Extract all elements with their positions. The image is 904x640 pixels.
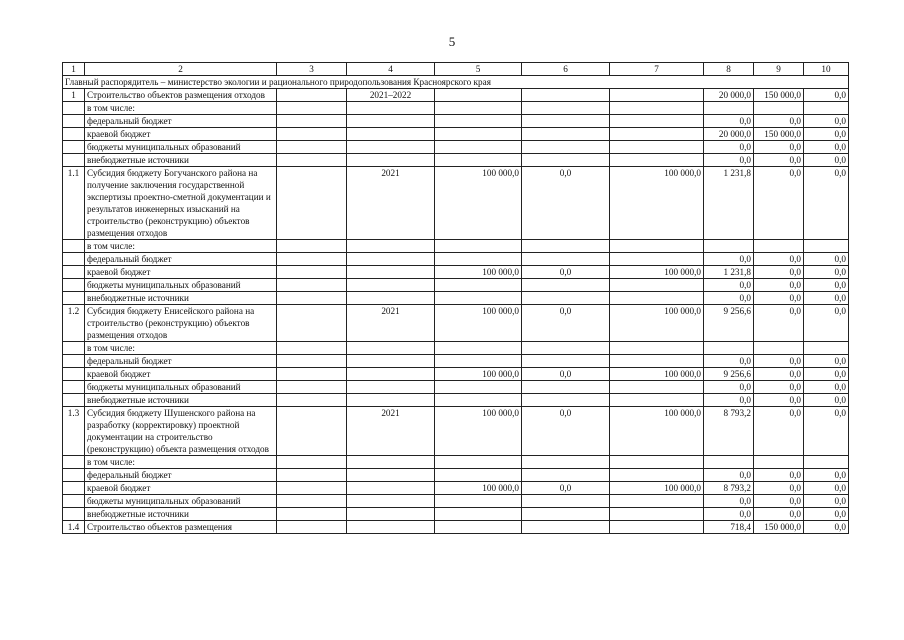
- row-number: 1.3: [63, 407, 85, 456]
- row-name: краевой бюджет: [85, 368, 277, 381]
- col9-cell: 0,0: [754, 141, 804, 154]
- row-number: [63, 381, 85, 394]
- table-row: [63, 456, 849, 469]
- col8-cell: 0,0: [704, 115, 754, 128]
- row-name: федеральный бюджет: [85, 469, 277, 482]
- row-number: [63, 469, 85, 482]
- col6-cell: 0,0: [522, 482, 610, 495]
- col7-cell: [610, 89, 704, 102]
- row-name: краевой бюджет: [85, 482, 277, 495]
- row-name: внебюджетные источники: [85, 508, 277, 521]
- col7-cell: [610, 128, 704, 141]
- col7-cell: [610, 342, 704, 355]
- col9-cell: 0,0: [754, 508, 804, 521]
- col5-cell: [435, 128, 522, 141]
- col9-cell: 0,0: [754, 368, 804, 381]
- col3-cell: [277, 154, 347, 167]
- row-name: бюджеты муниципальных образований: [85, 141, 277, 154]
- col8-cell: 0,0: [704, 253, 754, 266]
- row-name: внебюджетные источники: [85, 292, 277, 305]
- col7-cell: 100 000,0: [610, 167, 704, 240]
- col7-cell: 100 000,0: [610, 266, 704, 279]
- row-name: федеральный бюджет: [85, 115, 277, 128]
- col9-cell: 150 000,0: [754, 128, 804, 141]
- col6-cell: [522, 253, 610, 266]
- table-row: [63, 292, 849, 305]
- col5-cell: 100 000,0: [435, 407, 522, 456]
- col10-cell: 0,0: [804, 167, 849, 240]
- col7-cell: 100 000,0: [610, 482, 704, 495]
- col8-cell: 0,0: [704, 279, 754, 292]
- row-name: Строительство объектов размещения отходов: [85, 89, 277, 102]
- col5-cell: [435, 240, 522, 253]
- col10-cell: 0,0: [804, 89, 849, 102]
- col8-cell: [704, 102, 754, 115]
- col6-cell: 0,0: [522, 305, 610, 342]
- table-row: [63, 141, 849, 154]
- col8-cell: 20 000,0: [704, 128, 754, 141]
- row-name: в том числе:: [85, 240, 277, 253]
- col7-cell: 100 000,0: [610, 407, 704, 456]
- col7-cell: 100 000,0: [610, 368, 704, 381]
- col10-cell: 0,0: [804, 305, 849, 342]
- col9-cell: 0,0: [754, 115, 804, 128]
- row-name: в том числе:: [85, 342, 277, 355]
- period-cell: [347, 482, 435, 495]
- period-cell: 2021: [347, 305, 435, 342]
- col10-cell: 0,0: [804, 279, 849, 292]
- row-name: краевой бюджет: [85, 128, 277, 141]
- period-cell: [347, 508, 435, 521]
- period-cell: [347, 469, 435, 482]
- col6-cell: [522, 342, 610, 355]
- col3-cell: [277, 355, 347, 368]
- col6-cell: [522, 495, 610, 508]
- col5-cell: [435, 279, 522, 292]
- col7-cell: [610, 456, 704, 469]
- col10-cell: 0,0: [804, 128, 849, 141]
- row-number: 1.4: [63, 521, 85, 534]
- col7-cell: 100 000,0: [610, 305, 704, 342]
- row-number: [63, 253, 85, 266]
- col6-cell: [522, 102, 610, 115]
- col5-cell: [435, 141, 522, 154]
- row-number: [63, 355, 85, 368]
- row-name: Субсидия бюджету Богучанского района на получение заключения государственной экспертизы проектно-сметной документации и результатов инженерных изысканий на строительство (реконструкцию) объектов размещения отходов: [85, 167, 277, 240]
- col3-cell: [277, 240, 347, 253]
- col6-cell: [522, 279, 610, 292]
- row-name: внебюджетные источники: [85, 154, 277, 167]
- col8-cell: 718,4: [704, 521, 754, 534]
- table-row: [63, 495, 849, 508]
- col10-cell: 0,0: [804, 508, 849, 521]
- row-number: [63, 115, 85, 128]
- period-cell: [347, 115, 435, 128]
- col8-cell: 9 256,6: [704, 305, 754, 342]
- period-cell: 2021–2022: [347, 89, 435, 102]
- row-name: бюджеты муниципальных образований: [85, 495, 277, 508]
- col10-cell: [804, 240, 849, 253]
- col9-cell: 0,0: [754, 469, 804, 482]
- col10-cell: 0,0: [804, 141, 849, 154]
- row-number: 1.1: [63, 167, 85, 240]
- col3-cell: [277, 279, 347, 292]
- table-row: [63, 266, 849, 279]
- col6-cell: [522, 381, 610, 394]
- col10-cell: 0,0: [804, 495, 849, 508]
- col7-cell: [610, 141, 704, 154]
- col9-cell: [754, 102, 804, 115]
- budget-table: [62, 62, 849, 534]
- table-row: [63, 521, 849, 534]
- row-number: [63, 508, 85, 521]
- col5-cell: [435, 253, 522, 266]
- col9-cell: 0,0: [754, 495, 804, 508]
- col7-cell: [610, 154, 704, 167]
- col3-cell: [277, 167, 347, 240]
- col5-cell: [435, 508, 522, 521]
- col5-cell: [435, 342, 522, 355]
- col3-cell: [277, 292, 347, 305]
- col3-cell: [277, 253, 347, 266]
- col5-cell: [435, 89, 522, 102]
- col9-cell: 0,0: [754, 355, 804, 368]
- col8-cell: 0,0: [704, 381, 754, 394]
- col7-cell: [610, 469, 704, 482]
- period-cell: [347, 240, 435, 253]
- table-row: [63, 89, 849, 102]
- col5-cell: [435, 115, 522, 128]
- col8-cell: [704, 342, 754, 355]
- col5-cell: [435, 102, 522, 115]
- header-cell: 6: [522, 63, 610, 76]
- col6-cell: [522, 128, 610, 141]
- col9-cell: 0,0: [754, 482, 804, 495]
- col6-cell: [522, 355, 610, 368]
- col8-cell: 0,0: [704, 154, 754, 167]
- col8-cell: 9 256,6: [704, 368, 754, 381]
- col7-cell: [610, 115, 704, 128]
- table-row: [63, 154, 849, 167]
- col9-cell: [754, 342, 804, 355]
- header-cell: 9: [754, 63, 804, 76]
- col3-cell: [277, 305, 347, 342]
- table-row: [63, 253, 849, 266]
- period-cell: [347, 368, 435, 381]
- row-number: [63, 394, 85, 407]
- row-name: Строительство объектов размещения: [85, 521, 277, 534]
- col7-cell: [610, 394, 704, 407]
- col5-cell: [435, 495, 522, 508]
- col3-cell: [277, 128, 347, 141]
- col8-cell: 0,0: [704, 292, 754, 305]
- col6-cell: [522, 456, 610, 469]
- col7-cell: [610, 279, 704, 292]
- col6-cell: 0,0: [522, 266, 610, 279]
- row-number: [63, 266, 85, 279]
- row-number: [63, 141, 85, 154]
- table-row: [63, 407, 849, 456]
- row-name: федеральный бюджет: [85, 253, 277, 266]
- col9-cell: 0,0: [754, 253, 804, 266]
- col6-cell: [522, 115, 610, 128]
- row-number: [63, 154, 85, 167]
- row-number: 1.2: [63, 305, 85, 342]
- period-cell: [347, 154, 435, 167]
- col5-cell: 100 000,0: [435, 482, 522, 495]
- col10-cell: 0,0: [804, 381, 849, 394]
- col3-cell: [277, 456, 347, 469]
- period-cell: 2021: [347, 407, 435, 456]
- row-number: [63, 102, 85, 115]
- col10-cell: 0,0: [804, 355, 849, 368]
- col6-cell: [522, 292, 610, 305]
- row-name: Субсидия бюджету Енисейского района на строительство (реконструкцию) объектов размещения отходов: [85, 305, 277, 342]
- table-row: [63, 368, 849, 381]
- col3-cell: [277, 495, 347, 508]
- col10-cell: 0,0: [804, 469, 849, 482]
- row-number: [63, 368, 85, 381]
- col7-cell: [610, 292, 704, 305]
- section-title: Главный распорядитель – министерство экологии и рационального природопользования Красноярского края: [63, 76, 849, 89]
- col5-cell: 100 000,0: [435, 368, 522, 381]
- col10-cell: 0,0: [804, 154, 849, 167]
- period-cell: [347, 102, 435, 115]
- col3-cell: [277, 115, 347, 128]
- col6-cell: [522, 154, 610, 167]
- col10-cell: [804, 456, 849, 469]
- col3-cell: [277, 266, 347, 279]
- col8-cell: [704, 456, 754, 469]
- table-row: [63, 305, 849, 342]
- period-cell: [347, 128, 435, 141]
- col8-cell: 1 231,8: [704, 167, 754, 240]
- col7-cell: [610, 495, 704, 508]
- period-cell: [347, 253, 435, 266]
- col9-cell: [754, 240, 804, 253]
- period-cell: [347, 266, 435, 279]
- page-number: 5: [448, 34, 456, 49]
- col8-cell: 0,0: [704, 495, 754, 508]
- col5-cell: [435, 154, 522, 167]
- row-number: [63, 128, 85, 141]
- col5-cell: 100 000,0: [435, 305, 522, 342]
- table-row: [63, 482, 849, 495]
- header-cell: 1: [63, 63, 85, 76]
- col6-cell: 0,0: [522, 407, 610, 456]
- header-cell: 5: [435, 63, 522, 76]
- row-number: [63, 482, 85, 495]
- table-row: [63, 508, 849, 521]
- col6-cell: [522, 141, 610, 154]
- col9-cell: 0,0: [754, 381, 804, 394]
- table-row: [63, 240, 849, 253]
- row-name: краевой бюджет: [85, 266, 277, 279]
- period-cell: [347, 342, 435, 355]
- col8-cell: 0,0: [704, 394, 754, 407]
- col5-cell: [435, 456, 522, 469]
- col10-cell: 0,0: [804, 266, 849, 279]
- col3-cell: [277, 102, 347, 115]
- period-cell: [347, 355, 435, 368]
- col3-cell: [277, 407, 347, 456]
- col3-cell: [277, 381, 347, 394]
- col10-cell: 0,0: [804, 521, 849, 534]
- row-number: [63, 279, 85, 292]
- col9-cell: 0,0: [754, 407, 804, 456]
- col8-cell: 0,0: [704, 141, 754, 154]
- row-name: бюджеты муниципальных образований: [85, 381, 277, 394]
- col9-cell: 0,0: [754, 292, 804, 305]
- col3-cell: [277, 141, 347, 154]
- col6-cell: 0,0: [522, 167, 610, 240]
- col7-cell: [610, 253, 704, 266]
- table-row: [63, 469, 849, 482]
- row-number: [63, 342, 85, 355]
- col7-cell: [610, 240, 704, 253]
- row-number: [63, 292, 85, 305]
- col10-cell: 0,0: [804, 115, 849, 128]
- col8-cell: 0,0: [704, 355, 754, 368]
- col6-cell: [522, 508, 610, 521]
- col6-cell: [522, 89, 610, 102]
- col3-cell: [277, 482, 347, 495]
- col3-cell: [277, 394, 347, 407]
- row-name: в том числе:: [85, 102, 277, 115]
- col6-cell: [522, 394, 610, 407]
- header-cell: 2: [85, 63, 277, 76]
- col10-cell: 0,0: [804, 368, 849, 381]
- col10-cell: 0,0: [804, 394, 849, 407]
- col9-cell: 150 000,0: [754, 89, 804, 102]
- row-name: федеральный бюджет: [85, 355, 277, 368]
- table-row: [63, 342, 849, 355]
- col8-cell: 20 000,0: [704, 89, 754, 102]
- row-name: внебюджетные источники: [85, 394, 277, 407]
- col5-cell: 100 000,0: [435, 266, 522, 279]
- col8-cell: 8 793,2: [704, 482, 754, 495]
- col7-cell: [610, 102, 704, 115]
- table-row: [63, 279, 849, 292]
- period-cell: [347, 521, 435, 534]
- header-cell: 8: [704, 63, 754, 76]
- period-cell: [347, 141, 435, 154]
- table-row: [63, 355, 849, 368]
- col7-cell: [610, 521, 704, 534]
- col6-cell: [522, 469, 610, 482]
- col10-cell: 0,0: [804, 253, 849, 266]
- table-row: [63, 394, 849, 407]
- col9-cell: 0,0: [754, 279, 804, 292]
- col3-cell: [277, 521, 347, 534]
- col8-cell: 8 793,2: [704, 407, 754, 456]
- header-cell: 4: [347, 63, 435, 76]
- row-name: Субсидия бюджету Шушенского района на разработку (корректировку) проектной документации на строительство (реконструкцию) объекта размещения отходов: [85, 407, 277, 456]
- col3-cell: [277, 368, 347, 381]
- period-cell: [347, 456, 435, 469]
- col9-cell: 0,0: [754, 154, 804, 167]
- col8-cell: [704, 240, 754, 253]
- period-cell: [347, 381, 435, 394]
- col7-cell: [610, 381, 704, 394]
- col3-cell: [277, 342, 347, 355]
- header-row: [63, 63, 849, 76]
- header-cell: 7: [610, 63, 704, 76]
- col6-cell: 0,0: [522, 368, 610, 381]
- row-name: бюджеты муниципальных образований: [85, 279, 277, 292]
- col8-cell: 1 231,8: [704, 266, 754, 279]
- period-cell: [347, 394, 435, 407]
- col6-cell: [522, 240, 610, 253]
- col9-cell: 0,0: [754, 305, 804, 342]
- col10-cell: 0,0: [804, 407, 849, 456]
- col3-cell: [277, 89, 347, 102]
- row-number: [63, 456, 85, 469]
- col5-cell: [435, 469, 522, 482]
- col8-cell: 0,0: [704, 469, 754, 482]
- col5-cell: [435, 381, 522, 394]
- col5-cell: [435, 521, 522, 534]
- col3-cell: [277, 469, 347, 482]
- col10-cell: [804, 102, 849, 115]
- period-cell: [347, 495, 435, 508]
- period-cell: [347, 292, 435, 305]
- col10-cell: [804, 342, 849, 355]
- header-cell: 3: [277, 63, 347, 76]
- col9-cell: 0,0: [754, 394, 804, 407]
- row-number: [63, 240, 85, 253]
- header-cell: 10: [804, 63, 849, 76]
- table-row: [63, 115, 849, 128]
- col5-cell: [435, 292, 522, 305]
- col9-cell: [754, 456, 804, 469]
- period-cell: [347, 279, 435, 292]
- col8-cell: 0,0: [704, 508, 754, 521]
- col7-cell: [610, 355, 704, 368]
- col6-cell: [522, 521, 610, 534]
- col5-cell: 100 000,0: [435, 167, 522, 240]
- row-number: 1: [63, 89, 85, 102]
- col9-cell: 0,0: [754, 167, 804, 240]
- period-cell: 2021: [347, 167, 435, 240]
- table-row: [63, 128, 849, 141]
- col9-cell: 0,0: [754, 266, 804, 279]
- col3-cell: [277, 508, 347, 521]
- table-row: [63, 167, 849, 240]
- row-number: [63, 495, 85, 508]
- col9-cell: 150 000,0: [754, 521, 804, 534]
- row-name: в том числе:: [85, 456, 277, 469]
- col5-cell: [435, 394, 522, 407]
- col7-cell: [610, 508, 704, 521]
- col5-cell: [435, 355, 522, 368]
- table-row: [63, 102, 849, 115]
- col10-cell: 0,0: [804, 292, 849, 305]
- table-row: [63, 381, 849, 394]
- section-row: [63, 76, 849, 89]
- col10-cell: 0,0: [804, 482, 849, 495]
